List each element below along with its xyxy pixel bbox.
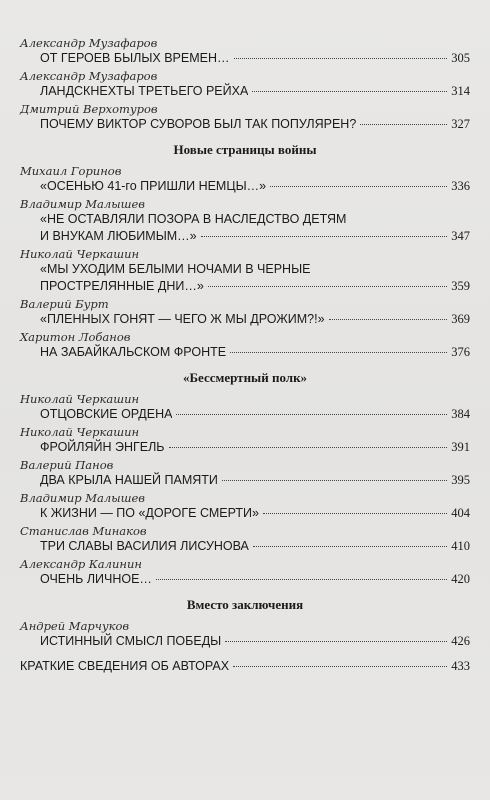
dot-leader xyxy=(360,124,447,125)
toc-entry xyxy=(20,197,470,245)
entry-title: ФРОЙЛЯЙН ЭНГЕЛЬ xyxy=(40,440,165,454)
dot-leader xyxy=(253,546,447,547)
dot-leader xyxy=(169,447,448,448)
page-number: 347 xyxy=(451,229,470,243)
page-number: 369 xyxy=(451,312,470,326)
page-number: 336 xyxy=(451,179,470,193)
entry-title: ОЧЕНЬ ЛИЧНОЕ… xyxy=(40,572,152,586)
entry-author: Станислав Минаков xyxy=(20,524,147,538)
section-heading: Вместо заключения xyxy=(186,597,304,612)
toc-entry xyxy=(20,524,470,555)
entry-title-line xyxy=(20,311,470,328)
section-heading: Новые страницы войны xyxy=(173,142,317,157)
dot-leader xyxy=(156,579,447,580)
toc-entry xyxy=(20,491,470,522)
entry-title: НА ЗАБАЙКАЛЬСКОМ ФРОНТЕ xyxy=(40,345,227,359)
dot-leader xyxy=(234,58,448,59)
entry-title: «ПЛЕННЫХ ГОНЯТ — ЧЕГО Ж МЫ ДРОЖИМ?!» xyxy=(40,312,325,326)
entry-title: ДВА КРЫЛА НАШЕЙ ПАМЯТИ xyxy=(40,473,218,487)
toc-entry xyxy=(20,36,470,67)
entry-author: Александр Музафаров xyxy=(20,69,158,83)
dot-leader xyxy=(208,286,447,287)
entry-title-line xyxy=(20,83,470,100)
toc-entry xyxy=(20,425,470,456)
dot-leader xyxy=(263,513,447,514)
entry-author: Николай Черкашин xyxy=(20,392,140,406)
entry-title-line xyxy=(20,50,470,67)
page-number: 384 xyxy=(451,407,470,421)
entry-title-line xyxy=(20,406,470,423)
entry-author: Харитон Лобанов xyxy=(20,330,131,344)
entry-title-line xyxy=(20,439,470,456)
toc-entry xyxy=(20,330,470,361)
dot-leader xyxy=(230,352,447,353)
page-number: 426 xyxy=(451,634,470,648)
entry-author: Андрей Марчуков xyxy=(20,619,130,633)
dot-leader xyxy=(222,480,447,481)
entry-title-line xyxy=(20,633,470,650)
entry-author: Михаил Горинов xyxy=(20,164,122,178)
entry-title-line xyxy=(20,658,470,675)
toc-entry xyxy=(20,247,470,295)
entry-author: Валерий Панов xyxy=(20,458,114,472)
entry-title-line xyxy=(20,228,470,245)
entry-author: Дмитрий Верхотуров xyxy=(20,102,158,116)
toc-entry xyxy=(20,69,470,100)
entry-author: Николай Черкашин xyxy=(20,425,140,439)
dot-leader xyxy=(329,319,448,320)
entry-title-line xyxy=(20,472,470,489)
toc-entry xyxy=(20,102,470,133)
entry-title: ОТЦОВСКИЕ ОРДЕНА xyxy=(40,407,173,421)
toc-entry xyxy=(20,392,470,423)
dot-leader xyxy=(225,641,447,642)
toc-entry xyxy=(20,658,470,675)
page-number: 327 xyxy=(451,117,470,131)
entry-title-first-line: «НЕ ОСТАВЛЯЛИ ПОЗОРА В НАСЛЕДСТВО ДЕТЯМ xyxy=(40,212,347,226)
dot-leader xyxy=(176,414,447,415)
entry-author: Николай Черкашин xyxy=(20,247,140,261)
toc-entry xyxy=(20,458,470,489)
page-number: 433 xyxy=(451,659,470,673)
entry-title-line xyxy=(20,116,470,133)
page-number: 420 xyxy=(451,572,470,586)
page-number: 410 xyxy=(451,539,470,553)
toc-entry xyxy=(20,619,470,650)
toc-entry xyxy=(20,297,470,328)
toc-entry xyxy=(20,557,470,588)
entry-title: «ОСЕНЬЮ 41-го ПРИШЛИ НЕМЦЫ…» xyxy=(40,179,267,193)
entry-title-line xyxy=(20,571,470,588)
dot-leader xyxy=(201,236,448,237)
page-number: 395 xyxy=(451,473,470,487)
entry-title: КРАТКИЕ СВЕДЕНИЯ ОБ АВТОРАХ xyxy=(20,659,230,673)
entry-title: ПОЧЕМУ ВИКТОР СУВОРОВ БЫЛ ТАК ПОПУЛЯРЕН? xyxy=(40,117,357,131)
page-number: 376 xyxy=(451,345,470,359)
entry-title-line xyxy=(20,538,470,555)
entry-title-line xyxy=(20,278,470,295)
entry-title: К ЖИЗНИ — ПО «ДОРОГЕ СМЕРТИ» xyxy=(40,506,259,520)
entry-title: ИСТИННЫЙ СМЫСЛ ПОБЕДЫ xyxy=(40,634,222,648)
entry-author: Валерий Бурт xyxy=(20,297,109,311)
page-number: 359 xyxy=(451,279,470,293)
dot-leader xyxy=(233,666,447,667)
page-number: 391 xyxy=(451,440,470,454)
section-heading: «Бессмертный полк» xyxy=(182,370,308,385)
entry-author: Владимир Малышев xyxy=(20,491,145,505)
entry-title-first-line: «МЫ УХОДИМ БЕЛЫМИ НОЧАМИ В ЧЕРНЫЕ xyxy=(40,262,311,276)
entry-title-line xyxy=(20,344,470,361)
dot-leader xyxy=(270,186,447,187)
dot-leader xyxy=(252,91,447,92)
table-of-contents xyxy=(20,36,470,677)
entry-title: ЛАНДСКНЕХТЫ ТРЕТЬЕГО РЕЙХА xyxy=(40,84,249,98)
page-number: 404 xyxy=(451,506,470,520)
entry-title-line xyxy=(20,505,470,522)
entry-title-line xyxy=(20,178,470,195)
entry-title: ОТ ГЕРОЕВ БЫЛЫХ ВРЕМЕН… xyxy=(40,51,230,65)
entry-author: Владимир Малышев xyxy=(20,197,145,211)
entry-author: Александр Калинин xyxy=(20,557,142,571)
entry-title-second-line: И ВНУКАМ ЛЮБИМЫМ…» xyxy=(40,229,197,243)
page-number: 314 xyxy=(451,84,470,98)
toc-entry xyxy=(20,164,470,195)
page-number: 305 xyxy=(451,51,470,65)
entry-title-second-line: ПРОСТРЕЛЯННЫЕ ДНИ…» xyxy=(40,279,204,293)
entry-title: ТРИ СЛАВЫ ВАСИЛИЯ ЛИСУНОВА xyxy=(40,539,249,553)
entry-author: Александр Музафаров xyxy=(20,36,158,50)
